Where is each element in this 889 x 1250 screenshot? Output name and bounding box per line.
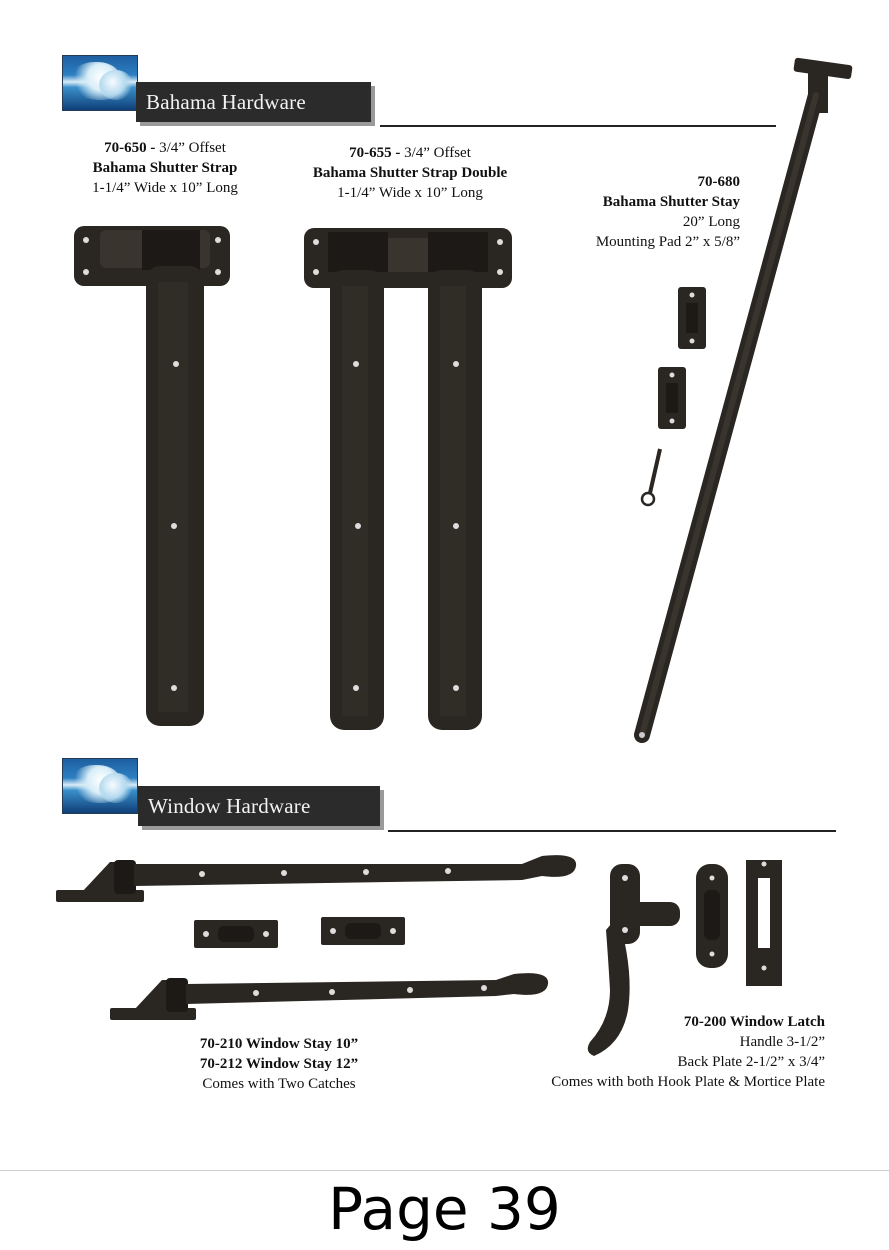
window-catch-image bbox=[192, 916, 282, 952]
window-stay-10-image bbox=[52, 848, 582, 910]
product-70-650-label bbox=[60, 138, 270, 198]
page-number: Page 39 bbox=[328, 1175, 561, 1243]
section-title-bahama: Bahama Hardware bbox=[136, 82, 371, 122]
product-size: 1-1/4” Wide x 10” Long bbox=[337, 185, 483, 201]
product-offset: 3/4” Offset bbox=[400, 145, 471, 161]
product-line-2: 70-212 Window Stay 12” bbox=[199, 1056, 359, 1072]
product-line-3: Comes with Two Catches bbox=[202, 1076, 356, 1092]
product-name: Bahama Shutter Strap bbox=[92, 160, 238, 176]
product-name: 70-200 Window Latch bbox=[683, 1014, 825, 1030]
product-code: 70-650 - bbox=[104, 140, 156, 156]
product-length: 20” Long bbox=[682, 214, 740, 230]
product-code: 70-655 - bbox=[349, 145, 401, 161]
product-code: 70-680 bbox=[697, 174, 740, 190]
window-stay-label bbox=[160, 1034, 398, 1094]
product-handle: Handle 3-1/2” bbox=[739, 1034, 825, 1050]
product-name: Bahama Shutter Stay bbox=[602, 194, 740, 210]
double-shutter-strap-image bbox=[300, 222, 520, 734]
product-70-655-label bbox=[280, 143, 540, 203]
product-offset: 3/4” Offset bbox=[155, 140, 226, 156]
shutter-stay-image bbox=[620, 55, 860, 755]
window-catch-image bbox=[319, 913, 409, 949]
product-size: 1-1/4” Wide x 10” Long bbox=[92, 180, 238, 196]
ocean-wave-icon bbox=[62, 55, 138, 111]
product-plate: Back Plate 2-1/2” x 3/4” bbox=[677, 1054, 825, 1070]
product-includes: Comes with both Hook Plate & Mortice Plate bbox=[551, 1074, 825, 1090]
section-title-window: Window Hardware bbox=[138, 786, 380, 826]
shutter-strap-image bbox=[70, 222, 240, 732]
section-rule bbox=[388, 830, 836, 832]
window-latch-label bbox=[480, 1012, 825, 1092]
product-name: Bahama Shutter Strap Double bbox=[312, 165, 508, 181]
ocean-wave-icon bbox=[62, 758, 138, 814]
product-line-1: 70-210 Window Stay 10” bbox=[199, 1036, 359, 1052]
product-pad: Mounting Pad 2” x 5/8” bbox=[595, 234, 740, 250]
